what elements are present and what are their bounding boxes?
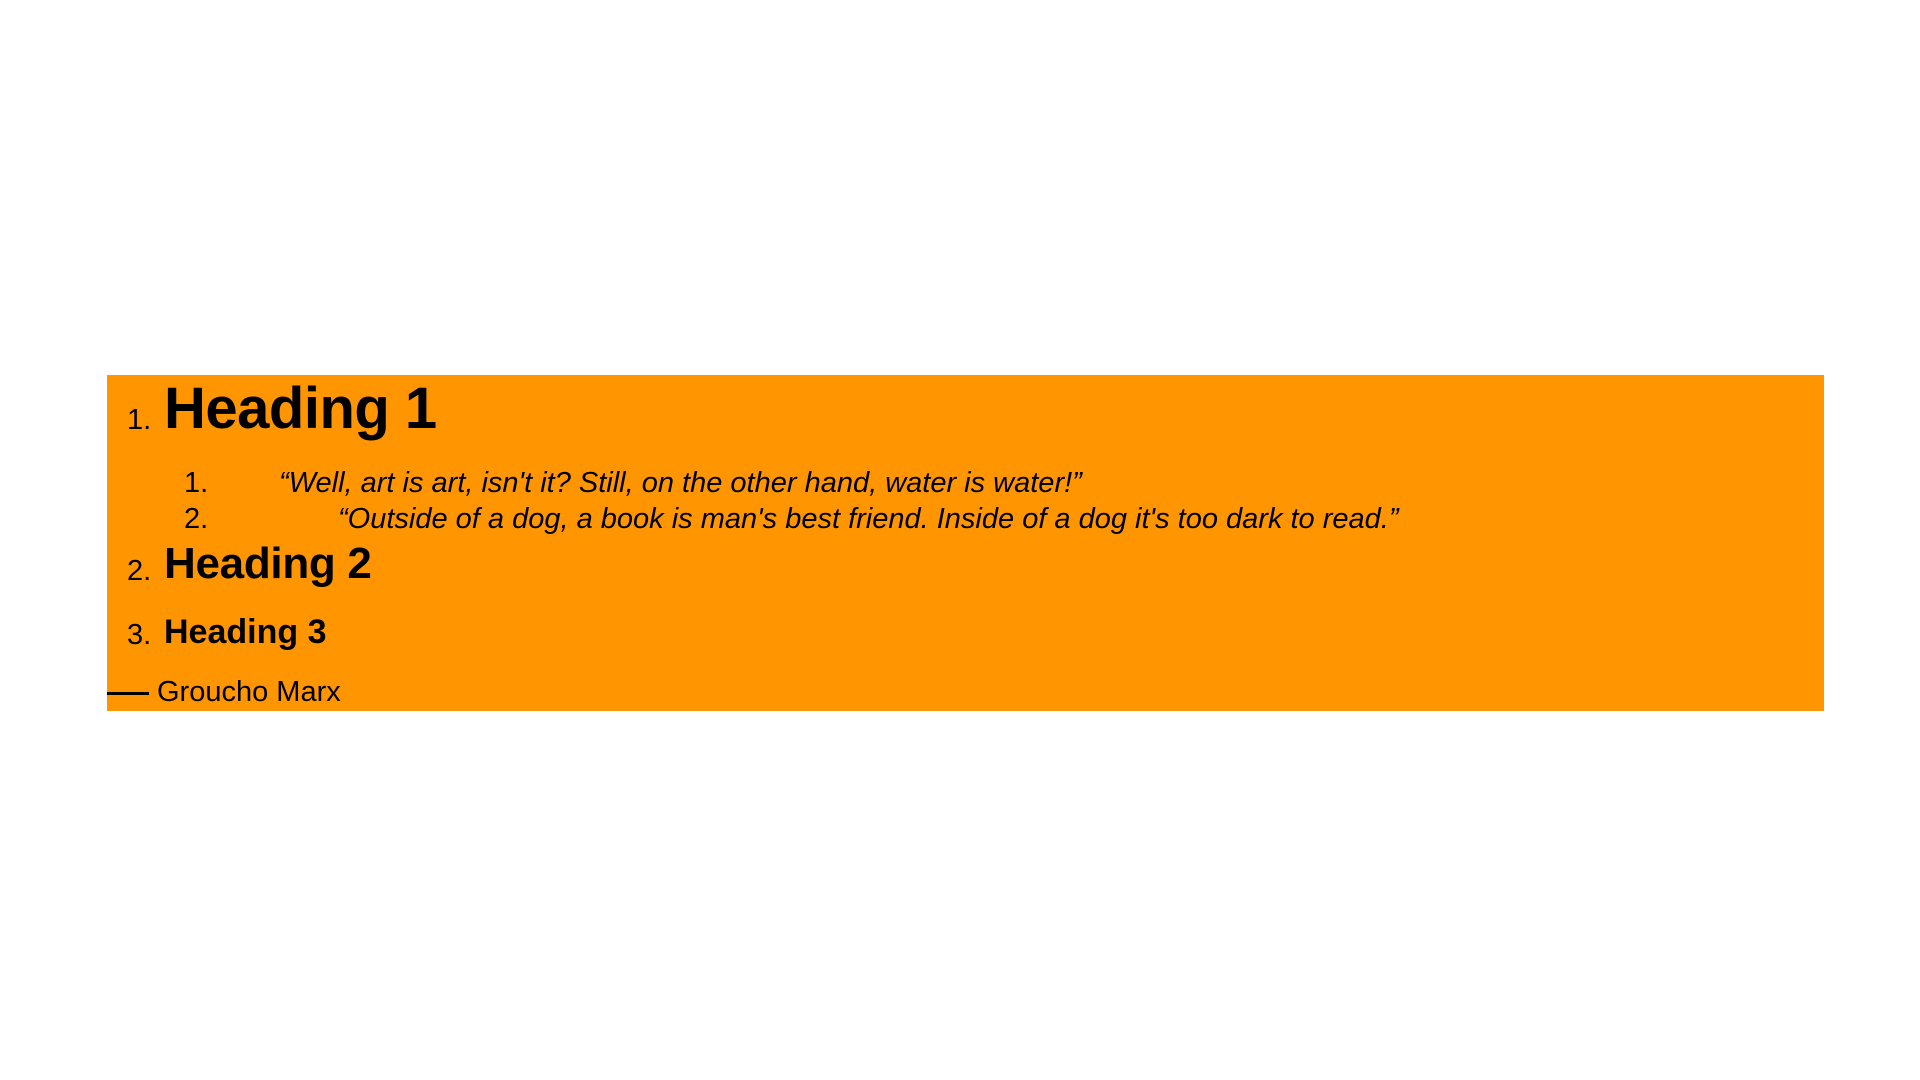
heading-2: Heading 2	[164, 539, 372, 588]
heading-3: Heading 3	[164, 613, 327, 651]
attribution	[107, 678, 341, 707]
quote-number: 1.	[184, 467, 209, 499]
quote-container	[107, 375, 1824, 711]
quote-number: 2.	[184, 503, 209, 535]
list-number: 3.	[127, 619, 152, 651]
quote-text: “Well, art is art, isn't it? Still, on the other hand, water is water!”	[279, 467, 1082, 499]
list-number: 2.	[127, 555, 152, 587]
heading-1: Heading 1	[164, 376, 437, 441]
list-number: 1.	[127, 404, 152, 436]
quote-text: “Outside of a dog, a book is man's best friend. Inside of a dog it's too dark to read.”	[338, 503, 1399, 535]
author-name: Groucho Marx	[157, 676, 341, 708]
em-dash-icon	[107, 692, 149, 695]
